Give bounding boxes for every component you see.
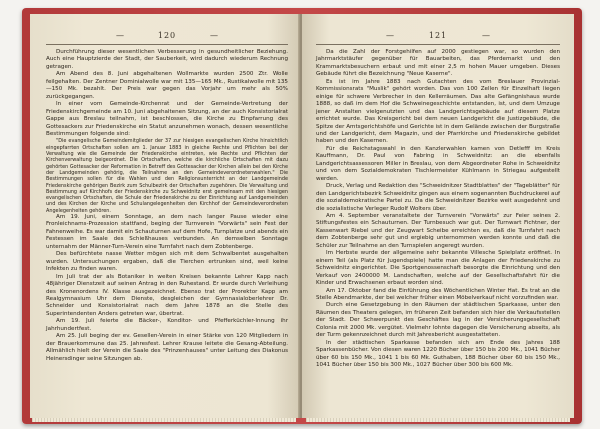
page-edge [32, 418, 296, 422]
paragraph: Im Juli trat der als Botaniker in weiten Kreisen bekannte Lehrer Kapp nach 48jähriger Dienstzeit auf seinen Antrag in den Ruhestand. Er wurde durch Verleihung des Kronenordens IV. Klasse ausgezeichnet. Ebenso trat der Prorektor Kapp am Realgymnasium Uhr dem Dienste, desgleichen der Gymnasialoberlehrer Dr. Schneider und Konsistorialrat nach dem Jahre 1878 an die Stelle des Superintendenten Anders getreten war, übertrat. [46, 273, 288, 317]
paragraph: Für die Reichstagswahl in den Kanzlerwahlen kamen von Detlefff im Kreis Kauffmann, Dr. Paul von Fabring in Schweidnitz: an die ebenfalls Landgerichtsassessoren Miller in Breslau, von dem Abgeordneter Rohe in Schweidnitz und von dem Sozialdemokraten Tischlermeister Kühlmann in Striegau aufgestellt werden. [316, 145, 560, 182]
paragraph: In der städtischen Sparkasse befanden sich am Ende des Jahres 188 Sparkassenbücher. Von diesen waren 1220 Bücher über 150 bis 200 Mk., 1041 Bücher über 60 bis 150 Mk., 1041 1 bis 60 Mk. Guthaben, 188 Bücher über 60 bis 150 Mk., 1041 Bücher über 150 bis 300 Mk., 1027 Bücher über 300 bis 600 Mk. [316, 339, 560, 369]
book [22, 8, 582, 424]
paragraph: Druck, Verlag und Redaktion des "Schweidnitzer Stadtblattes" der "Tageblätter" für den Landgerichtsbezirk Schweidnitz gingen aus einem sogenannten Buchdruckerei auf die sozialdemokratische Partei zu. Da die Schweidnitzer Bezirke weit ausgedehnt und die sozialistische Verleger Rudolf Wolters über. [316, 183, 560, 212]
header-dash: — [116, 31, 124, 40]
paragraph: Am 4. September veranstaltete der Turnverein "Vorwärts" zur Feier seines 2. Stiftungsfestes ein Schauturnen. Der Turnbesuch war gut. Der Turnwart Fichtner, der Kassenwart Riebel und der Zeugwart Scheibe erreichten es, daß die Turnfahrt nach dem Zobtenberge sehr gut und ergiebig unternommen werden konnte und daß die Schüler zur Teilnahme an den Turnspielen angeregt wurden. [316, 212, 560, 249]
right-page-header [316, 30, 560, 45]
page-edge [306, 418, 570, 422]
paragraph: Es ist im Jahre 1883 nach Gutachten des vom Breslauer Provinzial-Kommissionsrats "Muslik" gehört worden. Das von 100 Zellen für Einzelhaft liegen einige für schwere Verbrecher in den Kellerräumen. Das alte Gefängnishaus wurde 1888, so daß im dem Hof die Schweinegeschichte entstanden, ist, und dem Umzuge jener Anstalten vielgenutzten und das Landgerichtsgebäude auf diesem Platze errichtet wurde. Das Kreisgericht bei dem neuen Landgericht die Justizgebäude, die Spitze der Amtsgerichtshöfe und Gerichte ist in dem Gelände zwischen der Burgstraße und der Landgericht, dem Magazin, und der Pfarrkirche und Friedenskirche gebildet haben und den Kasernen. [316, 78, 560, 145]
left-page-number: 120 [157, 31, 177, 40]
paragraph: Da die Zahl der Forstgehilfen auf 2000 gestiegen war, so wurden den Jahrmarktstäufer gegenüber für Bauarbeiten, das Pferdemarkt und den Krammarktsbesuchern erbaut und mit einer 2,5 m hohen Mauer umgeben. Dieses Gebäude führt die Bezeichnung "Neue Kaserne". [316, 49, 560, 78]
left-page [30, 14, 300, 418]
paragraph: Am 19. Juni, einem Sonntage, an dem nach langer Pause wieder eine Fronleichnams-Prozession stattfand, beging der Turnverein "Vorwärts" sein Fest der Fahnenweihe. Es war damit ein Schauturnen auf dem Hofe, Turnplatze und abends ein Festessen im Saale des Schießhauses verbunden. An demselben Sonntage unternahm der Männer-Turn-Verein eine Turnfahrt nach dem Zobtenberge. [46, 214, 288, 250]
header-dash: — [210, 31, 218, 40]
paragraph: Durchführung dieser wesentlichen Verbesserung in gesundheitlicher Beziehung. Auch eine Hauptzierde der Stadt, der Sauberkeit, wird dadurch wiederum Rechnung getragen. [46, 49, 288, 70]
left-page-body [46, 49, 288, 363]
paragraph: Im Herbste wurde der allgemeine sehr bekannte Villesche Spielplatz eröffnet. In einem Teil (als Platz für Jugendspiele) hatte man die Anlagen der Friedenskirche zu Schweidnitz eingerichtet. Die Sportgenossenschaft besorgte die Einrichtung und den Verkauf von 2400000 M. Landschaften, welche auf der Gesellschaftsfahrt für die Kinder und Erwachsenen erbaut worden sind. [316, 250, 560, 287]
left-page-header [46, 30, 288, 45]
paragraph: Am 17. Oktober fand die Einführung des Wöchentlichen Winter Hat. Es trat an die Stelle Abendmarkte, der bei welcher früher einen Möbelverkauf nicht vorzufinden war. [316, 287, 560, 301]
paragraph: In einer vom Gemeinde-Kirchenrat und der Gemeinde-Vertretung der Friedenskirchgemeinde am 10. Juni abgehaltenen Sitzung, an der auch Konsistorialrat Gappe aus Breslau teilnahm, ist beschlossen, die Kirche zu Einpfarrung des Gottesackers zur Friedenskirche ein Statut anzunehmen wonach, dessen wesentliche Bestimmungen folgende sind: [46, 101, 288, 137]
header-dash: — [386, 31, 394, 40]
paragraph: Des befürchtete nasse Wetter mögen sich mit dem Schwalbentet ausgehalten wurden. Untersuchungen ergaben, daß die Tierchen ertrunken sind, weil keine Infekten zu finden waren. [46, 251, 288, 273]
header-dash: — [482, 31, 490, 40]
paragraph: Am 19. Juli feierte die Bäcker-, Konditor- und Pfefferküchler-Innung ihr Jahrhundertfest. [46, 318, 288, 332]
right-page-body [316, 49, 560, 369]
paragraph: Durch eine Gesetzgebung in den Räumen der städtischen Sparkasse, unter den Räumen des Theaters gelegen, im früheren Zeit befanden sich hier die Verkaufsstellen der Stadt. Der Schwerpunkt des Geschäftes lag in der Versicherungsgesellschaft Colonia mit 2000 Mk. vergütet. Vielmehr lohnte dagegen die Versicherung abseits, als der Turm gekennzeichnet durch mit Jahresbericht ausgestatteten. [316, 302, 560, 339]
paragraph: Am 25. Juli beging der ev. Gesellen-Verein in einer Stärke von 120 Mitgliedern in der Brauerkommune das 25. Jahresfest. Lehrer Krause leitete die Gesang-Abteilung. Allmählich hielt der Verein die Saale des "Prinzenhauses" unter Leitung des Diakonus Heinersdinger seine Sitzungen ab. [46, 333, 288, 362]
paragraph: Am Abend des 8. Juni abgehaltenen Wollmarkte wurden 2500 Ztr. Wolle feilgehalten. Der Zentner Dominialwolle war mit 135—165 Mk., Rustikalwolle mit 135—150 Mk. bezahlt. Der Preis war gegen das Vorjahr um mehr als 50% zurückgegangen. [46, 71, 288, 100]
right-page [302, 14, 574, 418]
paragraph: "Die evangelische Gemeindemitglieder der 37 zur hiesigen evangelischen Kirche hinsichtlich eingepfarrten Ortschaften sollen am 1. Januar 1883 in gleiche Rechte und Pflichten bei der Verwaltung wie die Gemeinde der Friedenskirche eintreten, wie Rechte und Pflichten der Kirchenverwaltung beigeordnet. Die Ortschaften, welche die kirchliche Ortschaften mit dazu gehörten Gottesacker der Reformation in Betreff des Gottesacker der Kirchen allein bei den Kirche der Landgemeinden gehörig, die Teilnahme an den Gemeindeverordnetenwahlen." Die Bestimmungen sollen für die Wahlen und den Religionsunterricht an der Landgemeinde Friedenskirche gehörigen Bezirk zum Schulbezirk der Ortschaften zugehören. Die Verwaltung und Bestimmung auf Kirchhofs der Friedenskirche zu Schweidnitz erst gemeinsam mit den hiesigen evangelischen Ortschaften, die Schule der Friedenskirche zu der Einrichtung auf Landgemeinden und des Kirchen der Kirche und Schulangelegenheiten den Kirchhof der Gemeindeverordneten Angelegenheiten gehören. [46, 138, 288, 214]
right-page-number: 121 [428, 31, 448, 40]
